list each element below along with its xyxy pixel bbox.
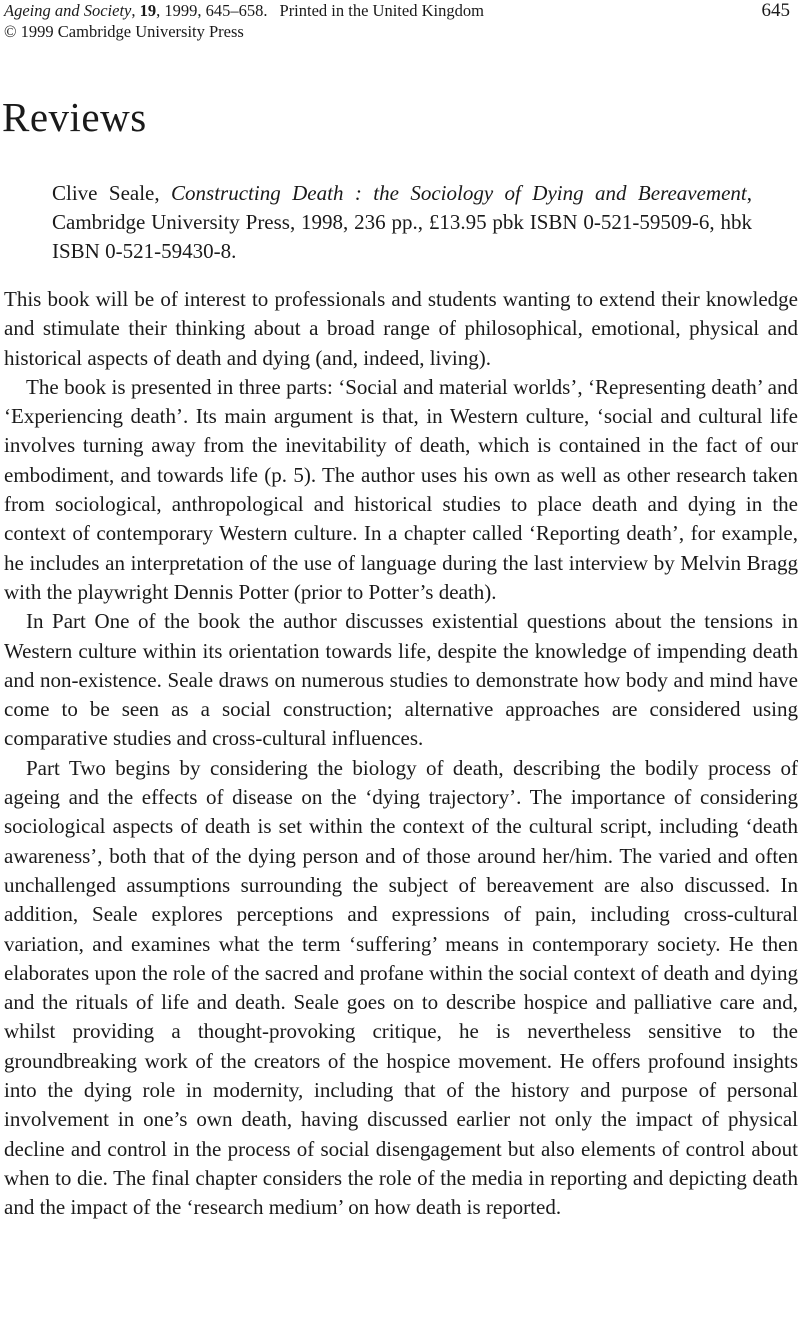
paragraph-4: Part Two begins by considering the biology of death, describing the bodily process of ageing and the effects of disease on the ‘dying trajectory’. The importance of considering sociological aspects of death is set within the context of the cultural script, including ‘death awareness’, both that of the dying person and of those around her/him. The varied and often unchallenged assumptions surrounding the subject of bereavement are also discussed. In addition, Seale explores perceptions and expressions of pain, including cross-cultural variation, and examines what the term ‘suffering’ means in contemporary society. He then elaborates upon the role of the sacred and profane within the social context of death and dying and the rituals of life and death. Seale goes on to describe hospice and palliative care and, whilst providing a thought-provoking critique, he is nevertheless sensitive to the groundbreaking work of the creators of the hospice movement. He offers profound insights into the dying role in modernity, including that of the history and purpose of personal involvement in one’s own death, having discussed earlier not only the impact of physical decline and control in the process of social disengagement but also elements of control about when to die. The final chapter considers the role of the media in reporting and depicting death and the impact of the ‘research medium’ on how death is reported. (4, 755, 798, 1220)
citation-details: , Cambridge University Press, 1998, 236 pp., £13.95 pbk ISBN 0-521-59509-6, hbk ISBN 0-521-59430-8. (52, 181, 752, 263)
citation-title: Constructing Death : the Sociology of Dying and Bereavement (171, 181, 747, 205)
paragraph-1: This book will be of interest to professionals and students wanting to extend their knowledge and stimulate their thinking about a broad range of philosophical, emotional, physical and historical aspects of death and dying (and, indeed, living). (4, 287, 798, 370)
copyright-line: © 1999 Cambridge University Press (4, 22, 244, 41)
book-citation (52, 179, 752, 266)
running-head (4, 0, 796, 42)
journal-info (4, 0, 796, 21)
journal-comma: , (131, 1, 140, 20)
paragraph-3: In Part One of the book the author discusses existential questions about the tensions in Western culture within its orientation towards life, despite the knowledge of impending death and non-existence. Seale draws on numerous studies to demonstrate how body and mind have come to be seen as a social construction; alternative approaches are considered using comparative studies and cross-cultural influences. (4, 609, 798, 751)
journal-name: Ageing and Society (4, 1, 132, 20)
journal-volume: 19 (139, 1, 157, 20)
journal-year-pages: , 1999, 645–658. (156, 1, 268, 20)
paragraph-2: The book is presented in three parts: ‘Social and material worlds’, ‘Representing death’ and ‘Experiencing death’. Its main argument is that, in Western culture, ‘social and cultural life involves turning away from the inevitability of death, which is contained in the fact of our embodiment, and towards life (p. 5). The author uses his own as well as other research taken from sociological, anthropological and historical studies to place death and dying in the context of contemporary Western culture. In a chapter called ‘Reporting death’, for example, he includes an interpretation of the use of language during the last interview by Melvin Bragg with the playwright Dennis Potter (prior to Potter’s death). (4, 374, 798, 604)
review-body (4, 285, 798, 1223)
page-number: 645 (761, 0, 790, 21)
citation-author: Clive Seale, (52, 181, 172, 205)
section-title: Reviews (2, 94, 147, 140)
printed-in: Printed in the United Kingdom (279, 1, 484, 20)
